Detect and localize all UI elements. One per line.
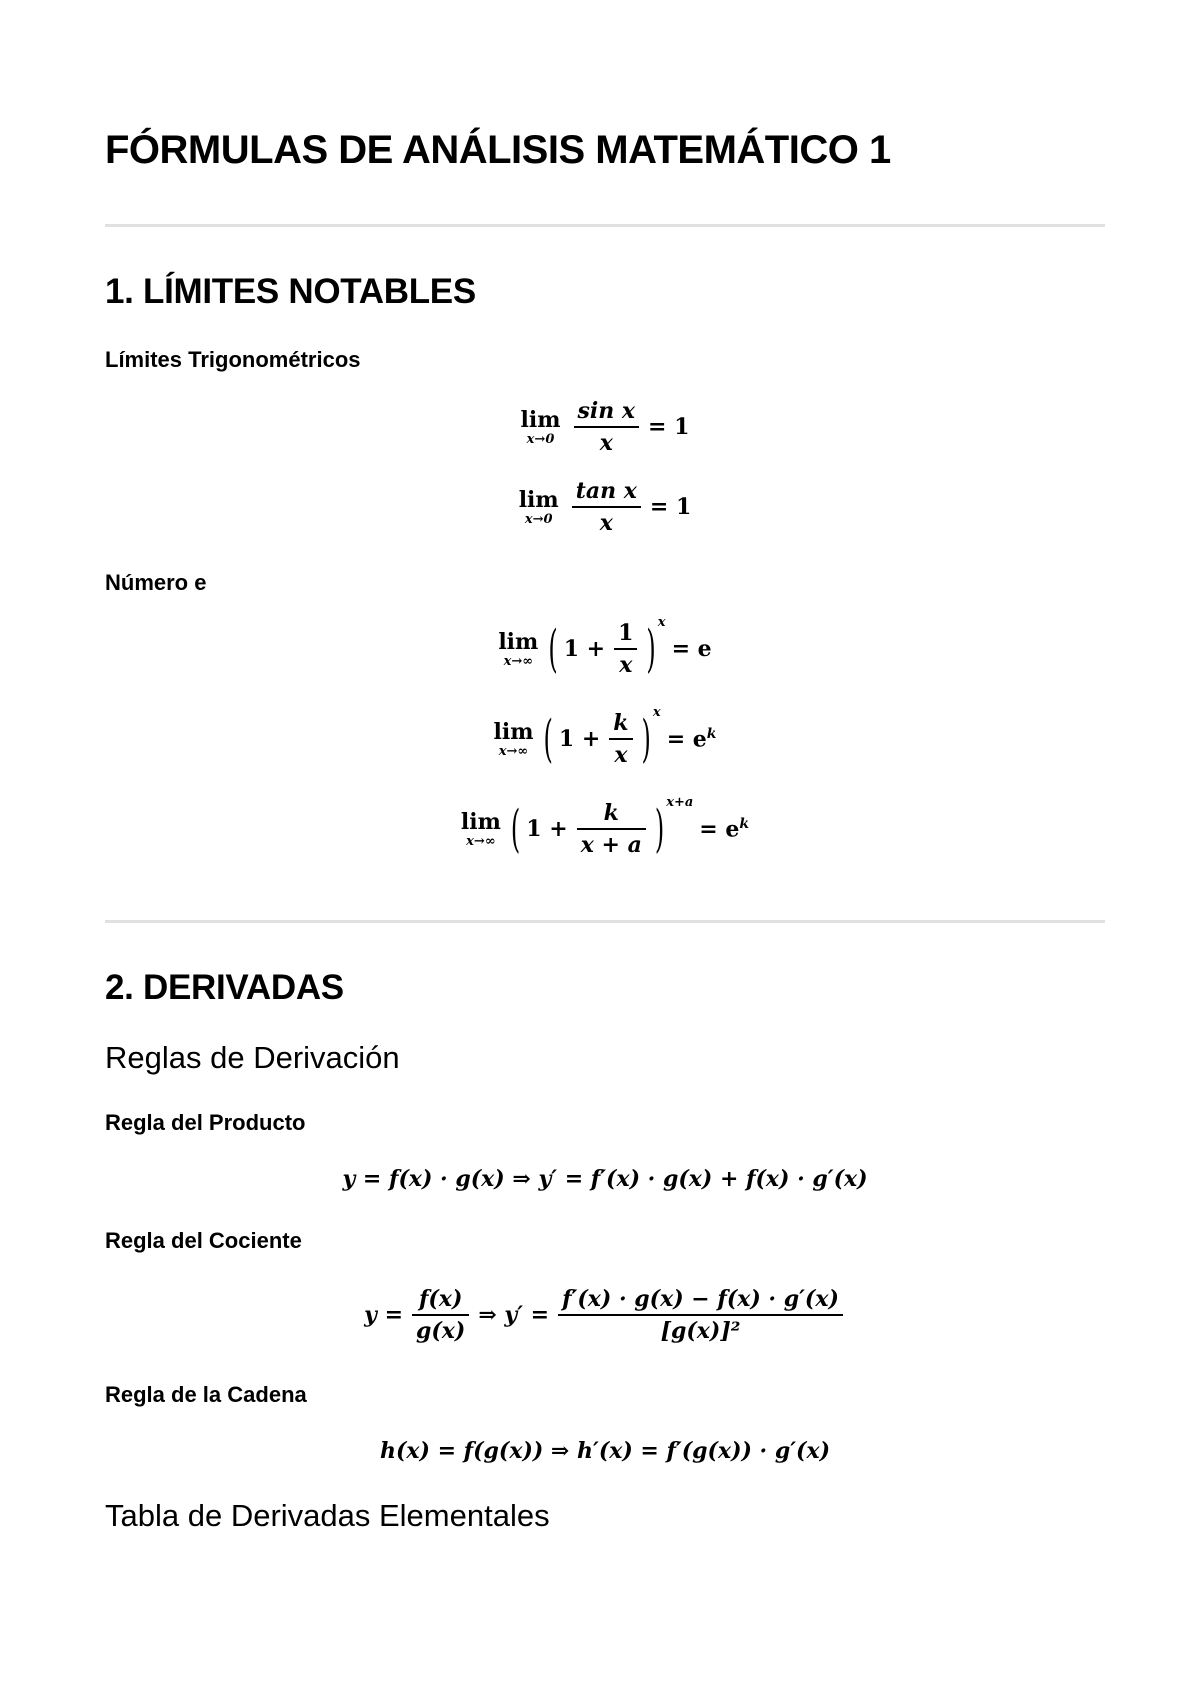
formula-lim-tan: lim x→0 $\frac{\text{tan x}}{x}$ = 1 bbox=[518, 478, 692, 536]
label-numero-e: Número e bbox=[105, 570, 207, 595]
section-heading-derivadas: 2. DERIVADAS bbox=[105, 968, 344, 1007]
divider bbox=[105, 224, 1105, 227]
subheading-tabla-derivadas: Tabla de Derivadas Elementales bbox=[105, 1498, 550, 1533]
formula-lim-e: lim x→∞ ( 1 + $\frac{1}{x}$ ) x = e bbox=[498, 615, 712, 679]
formula-quotient-rule: y = $\frac{f(x)}{g(x)}$ ⇒ y′ = $\frac{f'(x) \cdot g(x) - f(x) \cdot g'(x)}{\text{[g(x)]²}}$ bbox=[105, 1288, 1105, 1342]
label-regla-producto: Regla del Producto bbox=[105, 1110, 306, 1135]
label-limites-trigonometricos: Límites Trigonométricos bbox=[105, 347, 361, 372]
subheading-reglas: Reglas de Derivación bbox=[105, 1040, 400, 1075]
section-heading-limites: 1. LÍMITES NOTABLES bbox=[105, 272, 476, 311]
formula-lim-sin: lim x→0 $\frac{\text{sin x}}{x}$ = 1 bbox=[520, 398, 690, 456]
label-regla-cociente: Regla del Cociente bbox=[105, 1228, 302, 1253]
page-title: FÓRMULAS DE ANÁLISIS MATEMÁTICO 1 bbox=[105, 128, 891, 172]
formula-lim-ek-shift: lim x→∞ ( 1 + $\frac{k}{x + a}$ ) x+a = $e^k$ bbox=[460, 795, 750, 859]
formula-product-rule: y = f(x) · g(x) ⇒ y′ = f′(x) · g(x) + f(x) · g′(x) bbox=[342, 1166, 868, 1192]
formula-chain-rule: h(x) = f(g(x)) ⇒ h′(x) = f′(g(x)) · g′(x) bbox=[379, 1438, 830, 1464]
formula-lim-ek: lim x→∞ ( 1 + $\frac{k}{x}$ ) x = $e^k$ bbox=[493, 705, 717, 769]
divider bbox=[105, 920, 1105, 923]
label-regla-cadena: Regla de la Cadena bbox=[105, 1382, 307, 1407]
